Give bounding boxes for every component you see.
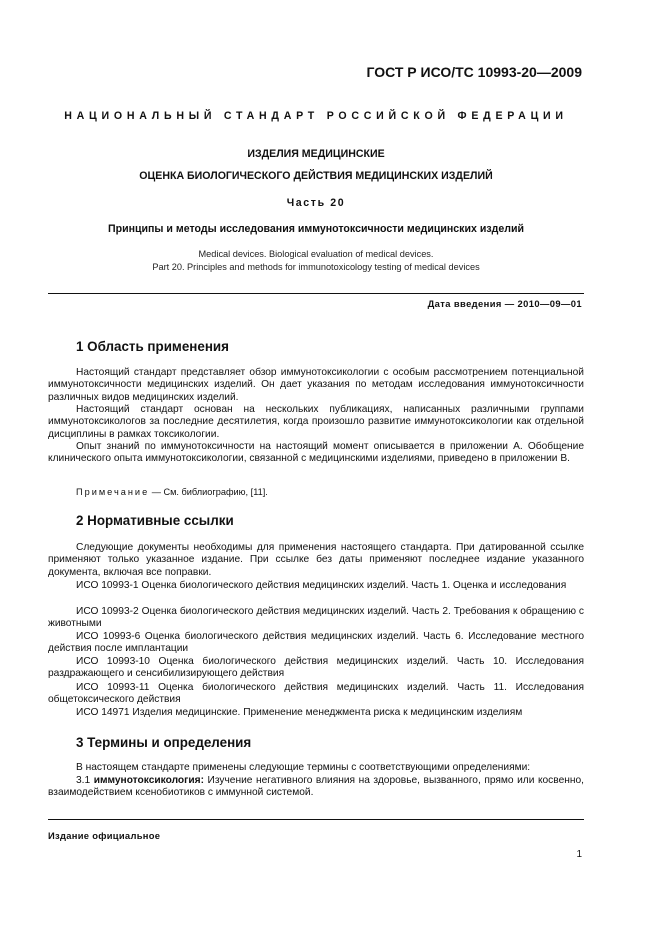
section-2-intro: Следующие документы необходимы для применения настоящего стандарта. При датированной ссылке применяют только указанное издание. При ссылке без даты применяют последнее издание указанного документа, включая все поправки.	[48, 542, 584, 578]
section-1-paragraph-1: Настоящий стандарт представляет обзор иммунотоксикологии с особым рассмотрением потенциальной иммунотоксичности медицинских изделий. Он дает указания по методам исследования иммунотоксичности различных видов медицинских изделий.	[48, 367, 584, 403]
reference-item: ИСО 10993-11 Оценка биологического действия медицинских изделий. Часть 11. Исследования общетоксического действия	[48, 682, 584, 706]
standard-number: ГОСТ Р ИСО/ТС 10993-20—2009	[366, 64, 582, 80]
title-divider	[48, 293, 584, 294]
reference-item: ИСО 10993-10 Оценка биологического действия медицинских изделий. Часть 10. Исследования раздражающего и сенсибилизирующего действия	[48, 656, 584, 680]
national-standard-banner: НАЦИОНАЛЬНЫЙ СТАНДАРТ РОССИЙСКОЙ ФЕДЕРАЦИИ	[64, 110, 568, 122]
reference-item: ИСО 10993-1 Оценка биологического действия медицинских изделий. Часть 1. Оценка и исследования	[76, 580, 567, 591]
term-definition-3-1	[48, 775, 584, 800]
note-label: Примечание	[76, 487, 150, 497]
english-title-line-1: Medical devices. Biological evaluation of medical devices.	[198, 249, 434, 259]
page-number: 1	[576, 849, 582, 860]
section-1-heading: 1 Область применения	[76, 339, 229, 354]
section-2-heading: 2 Нормативные ссылки	[76, 513, 234, 528]
term-number: 3.1	[76, 775, 94, 786]
title-line-1: ИЗДЕЛИЯ МЕДИЦИНСКИЕ	[247, 148, 385, 160]
part-label: Часть 20	[286, 197, 346, 209]
reference-item: ИСО 10993-2 Оценка биологического действия медицинских изделий. Часть 2. Требования к обращению с животными	[48, 606, 584, 630]
note-text: — См. библиографию, [11].	[149, 487, 268, 497]
section-1-paragraph-2: Настоящий стандарт основан на нескольких публикациях, написанных различными группами иммунотоксикологов за последние десятилетия, когда произошло развитие иммунотоксикологии как отдельной дисциплины в рамках токсикологии.	[48, 404, 584, 440]
footer-divider	[48, 819, 584, 820]
english-title-line-2: Part 20. Principles and methods for immunotoxicology testing of medical devices	[152, 262, 480, 272]
reference-item: ИСО 14971 Изделия медицинские. Применение менеджмента риска к медицинским изделиям	[76, 707, 523, 718]
section-1-paragraph-3: Опыт знаний по иммунотоксичности на настоящий момент описывается в приложении А. Обобщение клинического опыта иммунотоксикологии, связанной с медицинскими изделиями, приведено в приложении В.	[48, 441, 584, 465]
term-definition: Изучение негативного влияния на здоровье, вызванного, прямо или косвенно, взаимодействием ксенобиотиков с иммунной системой.	[48, 775, 584, 799]
term-name: иммунотоксикология:	[93, 775, 204, 786]
subtitle: Принципы и методы исследования иммунотоксичности медицинских изделий	[108, 223, 524, 235]
section-1-note	[48, 486, 584, 498]
edition-label: Издание официальное	[48, 830, 161, 841]
reference-item: ИСО 10993-6 Оценка биологического действия медицинских изделий. Часть 6. Исследование местного действия после имплантации	[48, 631, 584, 655]
section-3-heading: 3 Термины и определения	[76, 735, 252, 750]
title-line-2: ОЦЕНКА БИОЛОГИЧЕСКОГО ДЕЙСТВИЯ МЕДИЦИНСКИХ ИЗДЕЛИЙ	[139, 170, 493, 182]
section-3-intro: В настоящем стандарте применены следующие термины с соответствующими определениями:	[76, 762, 531, 773]
intro-date: Дата введения — 2010—09—01	[427, 298, 582, 309]
